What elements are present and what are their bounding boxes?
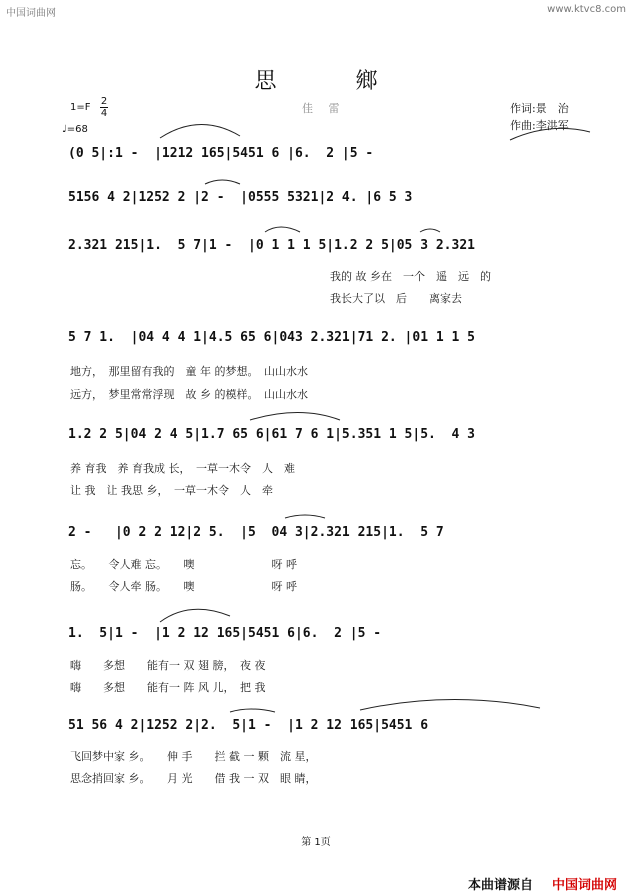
lyric-line-5a: 养 育我 养 育我成 长， 一草一木令 人 难 <box>70 462 295 475</box>
lyric-line-6b: 肠。 令人牵 肠。 噢 呀 呼 <box>70 580 297 593</box>
slur-5 <box>420 229 440 232</box>
lyric-line-4b: 远方， 梦里常常浮现 故 乡 的模样。 山山水水 <box>70 388 308 401</box>
lyricist-credit: 作词:景 治 <box>510 102 569 115</box>
song-title: 思 鄉 <box>254 69 414 94</box>
site-watermark-left: 中国词曲网 <box>6 8 56 19</box>
time-signature-top: 2 <box>100 96 108 107</box>
slur-9 <box>230 709 275 712</box>
lyric-line-8a: 飞回梦中家 乡。 伸 手 拦 截 一 颗 流 星， <box>70 750 317 763</box>
lyric-line-6a: 忘。 令人难 忘。 噢 呀 呼 <box>70 558 297 571</box>
time-signature-bottom: 4 <box>100 108 108 119</box>
slur-10 <box>360 699 540 710</box>
lyric-line-7a: 嗨 多想 能有一 双 翅 膀， 夜 夜 <box>70 659 266 672</box>
page-number: 第 1页 <box>301 837 331 848</box>
tempo-marking: ♩=68 <box>62 124 88 135</box>
score-system-2: 5156 4 2|1252 2 |2 - |0555 5321|2 4. |6 5 3 <box>68 190 413 205</box>
score-system-4: 5 7 1. |04 4 4 1|4.5 65 6|043 2.321|71 2. |01 1 1 5 <box>68 330 475 345</box>
score-system-1: (0 5|:1 - |1212 165|5451 6 |6. 2 |5 - <box>68 146 374 161</box>
score-system-5: 1.2 2 5|04 2 4 5|1.7 65 6|61 7 6 1|5.351 1 5|5. 4 3 <box>68 427 475 442</box>
lyric-line-4a: 地方， 那里留有我的 童 年 的梦想。 山山水水 <box>70 365 308 378</box>
site-watermark-right: www.ktvc8.com <box>547 4 626 15</box>
source-label: 本曲谱源自 <box>468 878 534 893</box>
slur-6 <box>250 413 340 421</box>
lyric-line-7b: 嗨 多想 能有一 阵 风 儿， 把 我 <box>70 681 266 694</box>
slur-4 <box>265 227 300 232</box>
score-system-7: 1. 5|1 - |1 2 12 165|5451 6|6. 2 |5 - <box>68 626 382 641</box>
slur-8 <box>160 609 230 622</box>
score-system-8: 51 56 4 2|1252 2|2. 5|1 - |1 2 12 165|5451 6 <box>68 718 429 733</box>
song-subtitle: 佳 雷 <box>302 102 346 115</box>
slur-1 <box>160 124 240 138</box>
slur-7 <box>285 515 325 518</box>
lyric-line-8b: 思念捎回家 乡。 月 光 借 我 一 双 眼 睛， <box>70 772 317 785</box>
lyric-line-3a: 我的 故 乡在 一个 遥 远 的 <box>330 270 491 283</box>
source-site-logo: 中国词曲网 <box>552 878 618 893</box>
lyric-line-5b: 让 我 让 我思 乡， 一草一木令 人 牵 <box>70 484 273 497</box>
slur-2 <box>510 128 590 140</box>
key-signature: 1=F <box>70 102 91 113</box>
score-system-3: 2.321 215|1. 5 7|1 - |0 1 1 1 5|1.2 2 5|05 3 2.321 <box>68 238 475 253</box>
composer-credit: 作曲:李洪军 <box>510 119 569 132</box>
lyric-line-3b: 我长大了以 后 离家去 <box>330 292 462 305</box>
slur-3 <box>205 180 240 184</box>
score-system-6: 2 - |0 2 2 12|2 5. |5 04 3|2.321 215|1. 5 7 <box>68 525 444 540</box>
